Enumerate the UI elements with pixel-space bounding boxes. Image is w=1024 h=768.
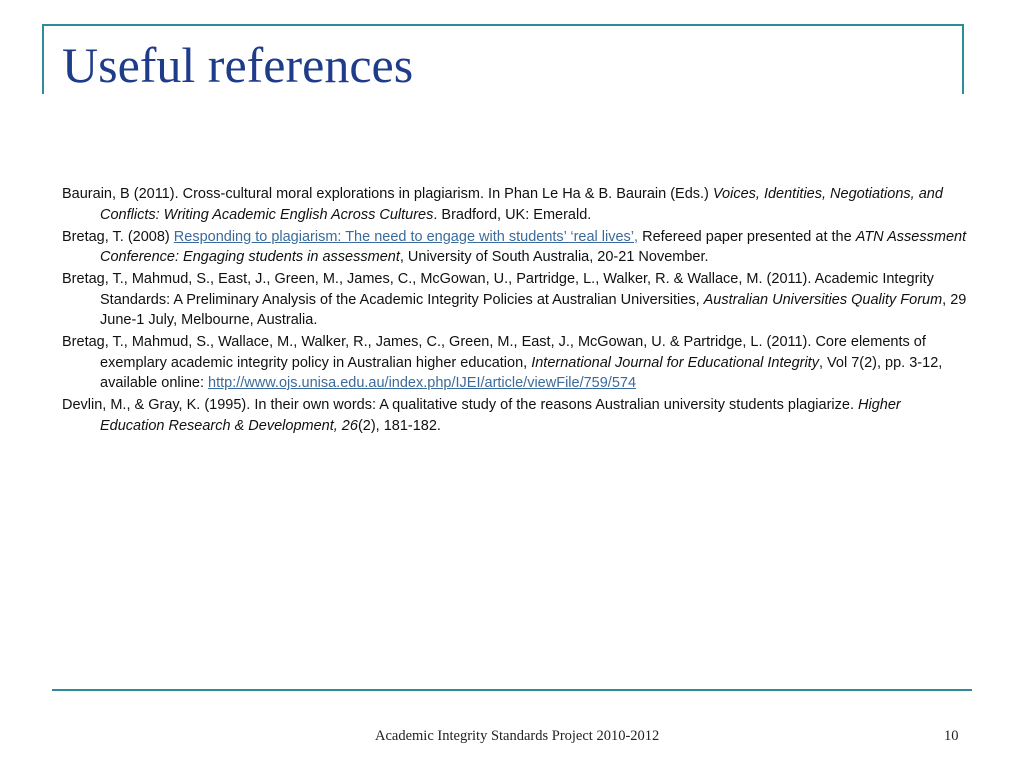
- title-frame-left-line: [42, 24, 44, 94]
- reference-source-title: Higher Education Research & Development, 26: [100, 397, 901, 434]
- footer-divider: [52, 689, 972, 691]
- reference-baurain-2011: [62, 184, 967, 225]
- reference-bretag-2011-standards: [62, 269, 967, 331]
- title-frame-right-line: [962, 24, 964, 94]
- footer-text: Academic Integrity Standards Project 2010-2012: [375, 728, 660, 744]
- reference-list: [62, 184, 967, 438]
- reference-text: , 29 June-1 July, Melbourne, Australia.: [100, 291, 967, 328]
- reference-link-responding-to-plagiarism[interactable]: Responding to plagiarism: The need to engage with students’ ‘real lives’,: [173, 228, 639, 245]
- reference-text: Bretag, T. (2008): [62, 228, 174, 245]
- title-frame-top-line: [42, 24, 964, 26]
- page-number: 10: [944, 728, 959, 744]
- reference-source-title: Voices, Identities, Negotiations, and Conflicts: Writing Academic English Across Cultures: [100, 186, 943, 223]
- reference-text: Refereed paper presented at the: [638, 228, 856, 245]
- reference-link-ijei-article[interactable]: http://www.ojs.unisa.edu.au/index.php/IJEI/article/viewFile/759/574: [208, 375, 637, 391]
- reference-bretag-2011-core-elements: [62, 332, 967, 394]
- reference-text: Devlin, M., & Gray, K. (1995). In their own words: A qualitative study of the reasons Australian university students plagiarize.: [62, 397, 859, 413]
- reference-bretag-2008: [62, 227, 967, 268]
- reference-text: , Vol 7(2), pp. 3-12, available online:: [100, 354, 943, 391]
- slide-title: Useful references: [62, 37, 414, 93]
- reference-text: Bretag, T., Mahmud, S., East, J., Green, M., James, C., McGowan, U., Partridge, L., Walker, R. & Wallace, M. (2011). Academic Integrity Standards: A Preliminary Analysis of the Academic Integrity Policies at Australian Universities,: [62, 271, 934, 308]
- reference-source-title: International Journal for Educational Integrity: [531, 354, 819, 371]
- reference-devlin-1995: [62, 395, 967, 436]
- reference-text: Bretag, T., Mahmud, S., Wallace, M., Walker, R., James, C., Green, M., East, J., McGowan, U. & Partridge, L. (2011). Core elements of exemplary academic integrity policy in Australian higher education,: [62, 334, 926, 371]
- reference-source-title: ATN Assessment Conference: Engaging students in assessment: [100, 228, 967, 265]
- reference-text: (2), 181-182.: [357, 417, 441, 434]
- reference-text: Baurain, B (2011). Cross-cultural moral explorations in plagiarism. In Phan Le Ha & B. Baurain (Eds.): [62, 186, 713, 202]
- reference-text: , University of South Australia, 20-21 November.: [399, 249, 709, 265]
- reference-text: . Bradford, UK: Emerald.: [433, 206, 592, 223]
- reference-source-title: Australian Universities Quality Forum: [703, 291, 943, 308]
